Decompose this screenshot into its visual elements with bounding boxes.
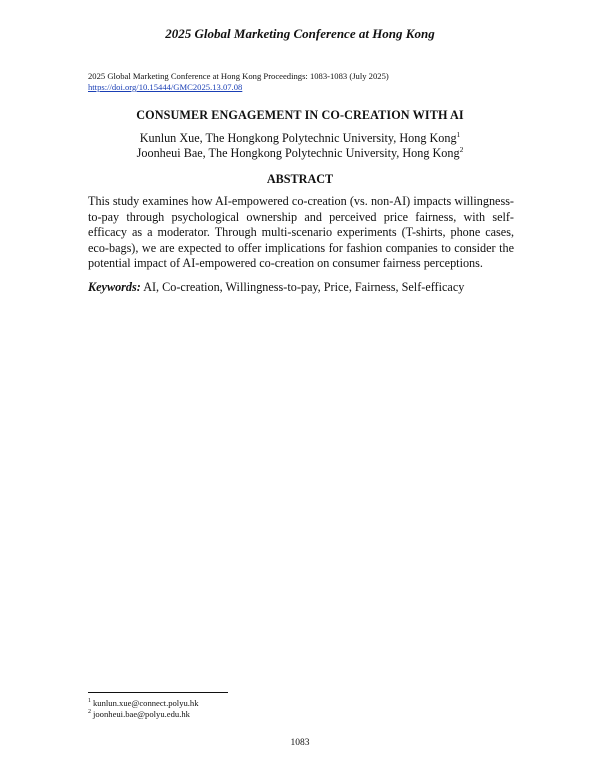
- footnote-mark: 2: [88, 709, 91, 716]
- conference-header: 2025 Global Marketing Conference at Hong Kong: [165, 26, 435, 41]
- abstract-heading: ABSTRACT: [266, 172, 334, 186]
- footnote-email: joonheui.bae@polyu.edu.hk: [93, 709, 190, 719]
- author-affiliation: Joonheui Bae, The Hongkong Polytechnic University, Hong Kong: [136, 146, 460, 160]
- footnote-marker: 1: [456, 129, 461, 139]
- proceedings-citation: 2025 Global Marketing Conference at Hong Kong Proceedings: 1083-1083 (July 2025): [88, 71, 389, 81]
- footnote-mark: 1: [88, 698, 91, 705]
- keywords-text: AI, Co-creation, Willingness-to-pay, Price, Fairness, Self-efficacy: [143, 280, 465, 294]
- footnote-email: kunlun.xue@connect.polyu.hk: [93, 698, 199, 708]
- author-line: [0, 146, 600, 161]
- keywords-label: Keywords:: [88, 280, 141, 294]
- author-list: [0, 131, 600, 161]
- footnote-divider: [88, 692, 228, 693]
- keywords-line: [88, 280, 518, 295]
- footnote-marker: 2: [459, 144, 464, 154]
- footnote: [88, 709, 199, 720]
- page-number: 1083: [290, 738, 310, 748]
- footnote: [88, 698, 199, 709]
- paper-title: CONSUMER ENGAGEMENT IN CO-CREATION WITH AI: [136, 108, 464, 122]
- abstract-text: This study examines how AI-empowered co-creation (vs. non-AI) impacts willingness-to-pay through psychological ownership and perceived price fairness, with self-efficacy as a moderator. Through multi-scenario experiments (T-shirts, phone cases, eco-bags), we are expected to offer implications for fashion companies to consider the potential impact of AI-empowered co-creation on consumer fairness perceptions.: [88, 194, 514, 271]
- author-line: [0, 131, 600, 146]
- doi-link[interactable]: https://doi.org/10.15444/GMC2025.13.07.08: [88, 82, 243, 92]
- footnotes: [88, 698, 199, 720]
- author-affiliation: Kunlun Xue, The Hongkong Polytechnic University, Hong Kong: [139, 131, 457, 145]
- proceedings-info: [88, 71, 538, 93]
